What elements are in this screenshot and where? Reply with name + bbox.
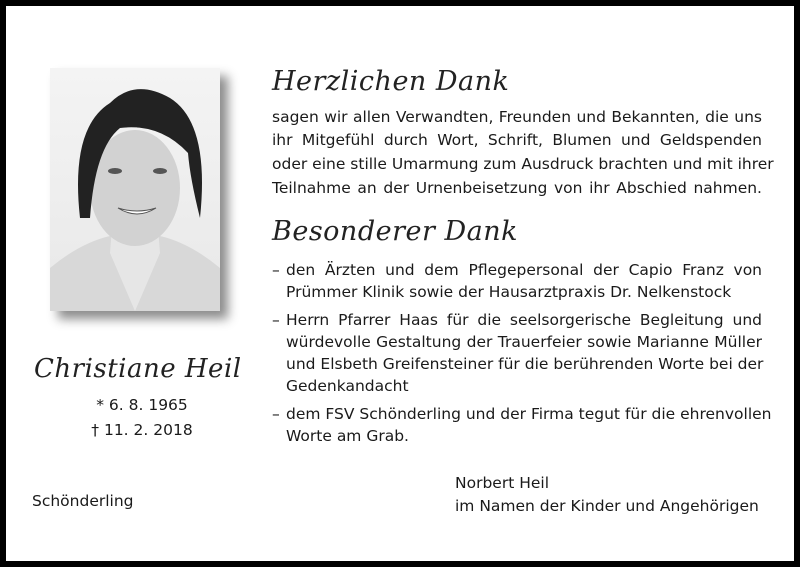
thanks-line: würdevolle Gestaltung der Trauerfeier sowie Marianne Müller	[286, 333, 762, 351]
deceased-name: Christiane Heil	[34, 354, 242, 384]
thanks-line: Gedenkandacht	[286, 377, 409, 395]
list-dash: –	[272, 311, 280, 329]
signature-note: im Namen der Kinder und Angehörigen	[455, 497, 759, 515]
list-dash: –	[272, 405, 280, 423]
thanks-line: und Elsbeth Greifensteiner für die berührenden Worte bei der	[286, 355, 764, 373]
list-dash: –	[272, 261, 280, 279]
intro-line: Teilnahme an der Urnenbeisetzung von ihr Abschied nahmen.	[272, 179, 762, 197]
obituary-card	[6, 6, 794, 561]
heading-besonderer-dank: Besonderer Dank	[272, 216, 518, 247]
portrait-photo	[50, 68, 220, 311]
thanks-line: den Ärzten und dem Pflegepersonal der Capio Franz von	[286, 261, 762, 279]
intro-line: sagen wir allen Verwandten, Freunden und Bekannten, die uns	[272, 108, 762, 126]
birth-date: * 6. 8. 1965	[96, 396, 188, 414]
portrait-image-icon	[50, 68, 220, 311]
thanks-line: Prümmer Klinik sowie der Hausarztpraxis Dr. Nelkenstock	[286, 283, 732, 301]
place: Schönderling	[32, 492, 134, 510]
heading-herzlichen-dank: Herzlichen Dank	[272, 66, 510, 97]
death-date: † 11. 2. 2018	[91, 421, 193, 439]
intro-line: oder eine stille Umarmung zum Ausdruck brachten und mit ihrer	[272, 155, 774, 173]
thanks-line: dem FSV Schönderling und der Firma tegut für die ehrenvollen	[286, 405, 772, 423]
thanks-line: Worte am Grab.	[286, 427, 409, 445]
thanks-line: Herrn Pfarrer Haas für die seelsorgerische Begleitung und	[286, 311, 762, 329]
signature-name: Norbert Heil	[455, 474, 550, 492]
intro-line: ihr Mitgefühl durch Wort, Schrift, Blumen und Geldspenden	[272, 131, 762, 149]
